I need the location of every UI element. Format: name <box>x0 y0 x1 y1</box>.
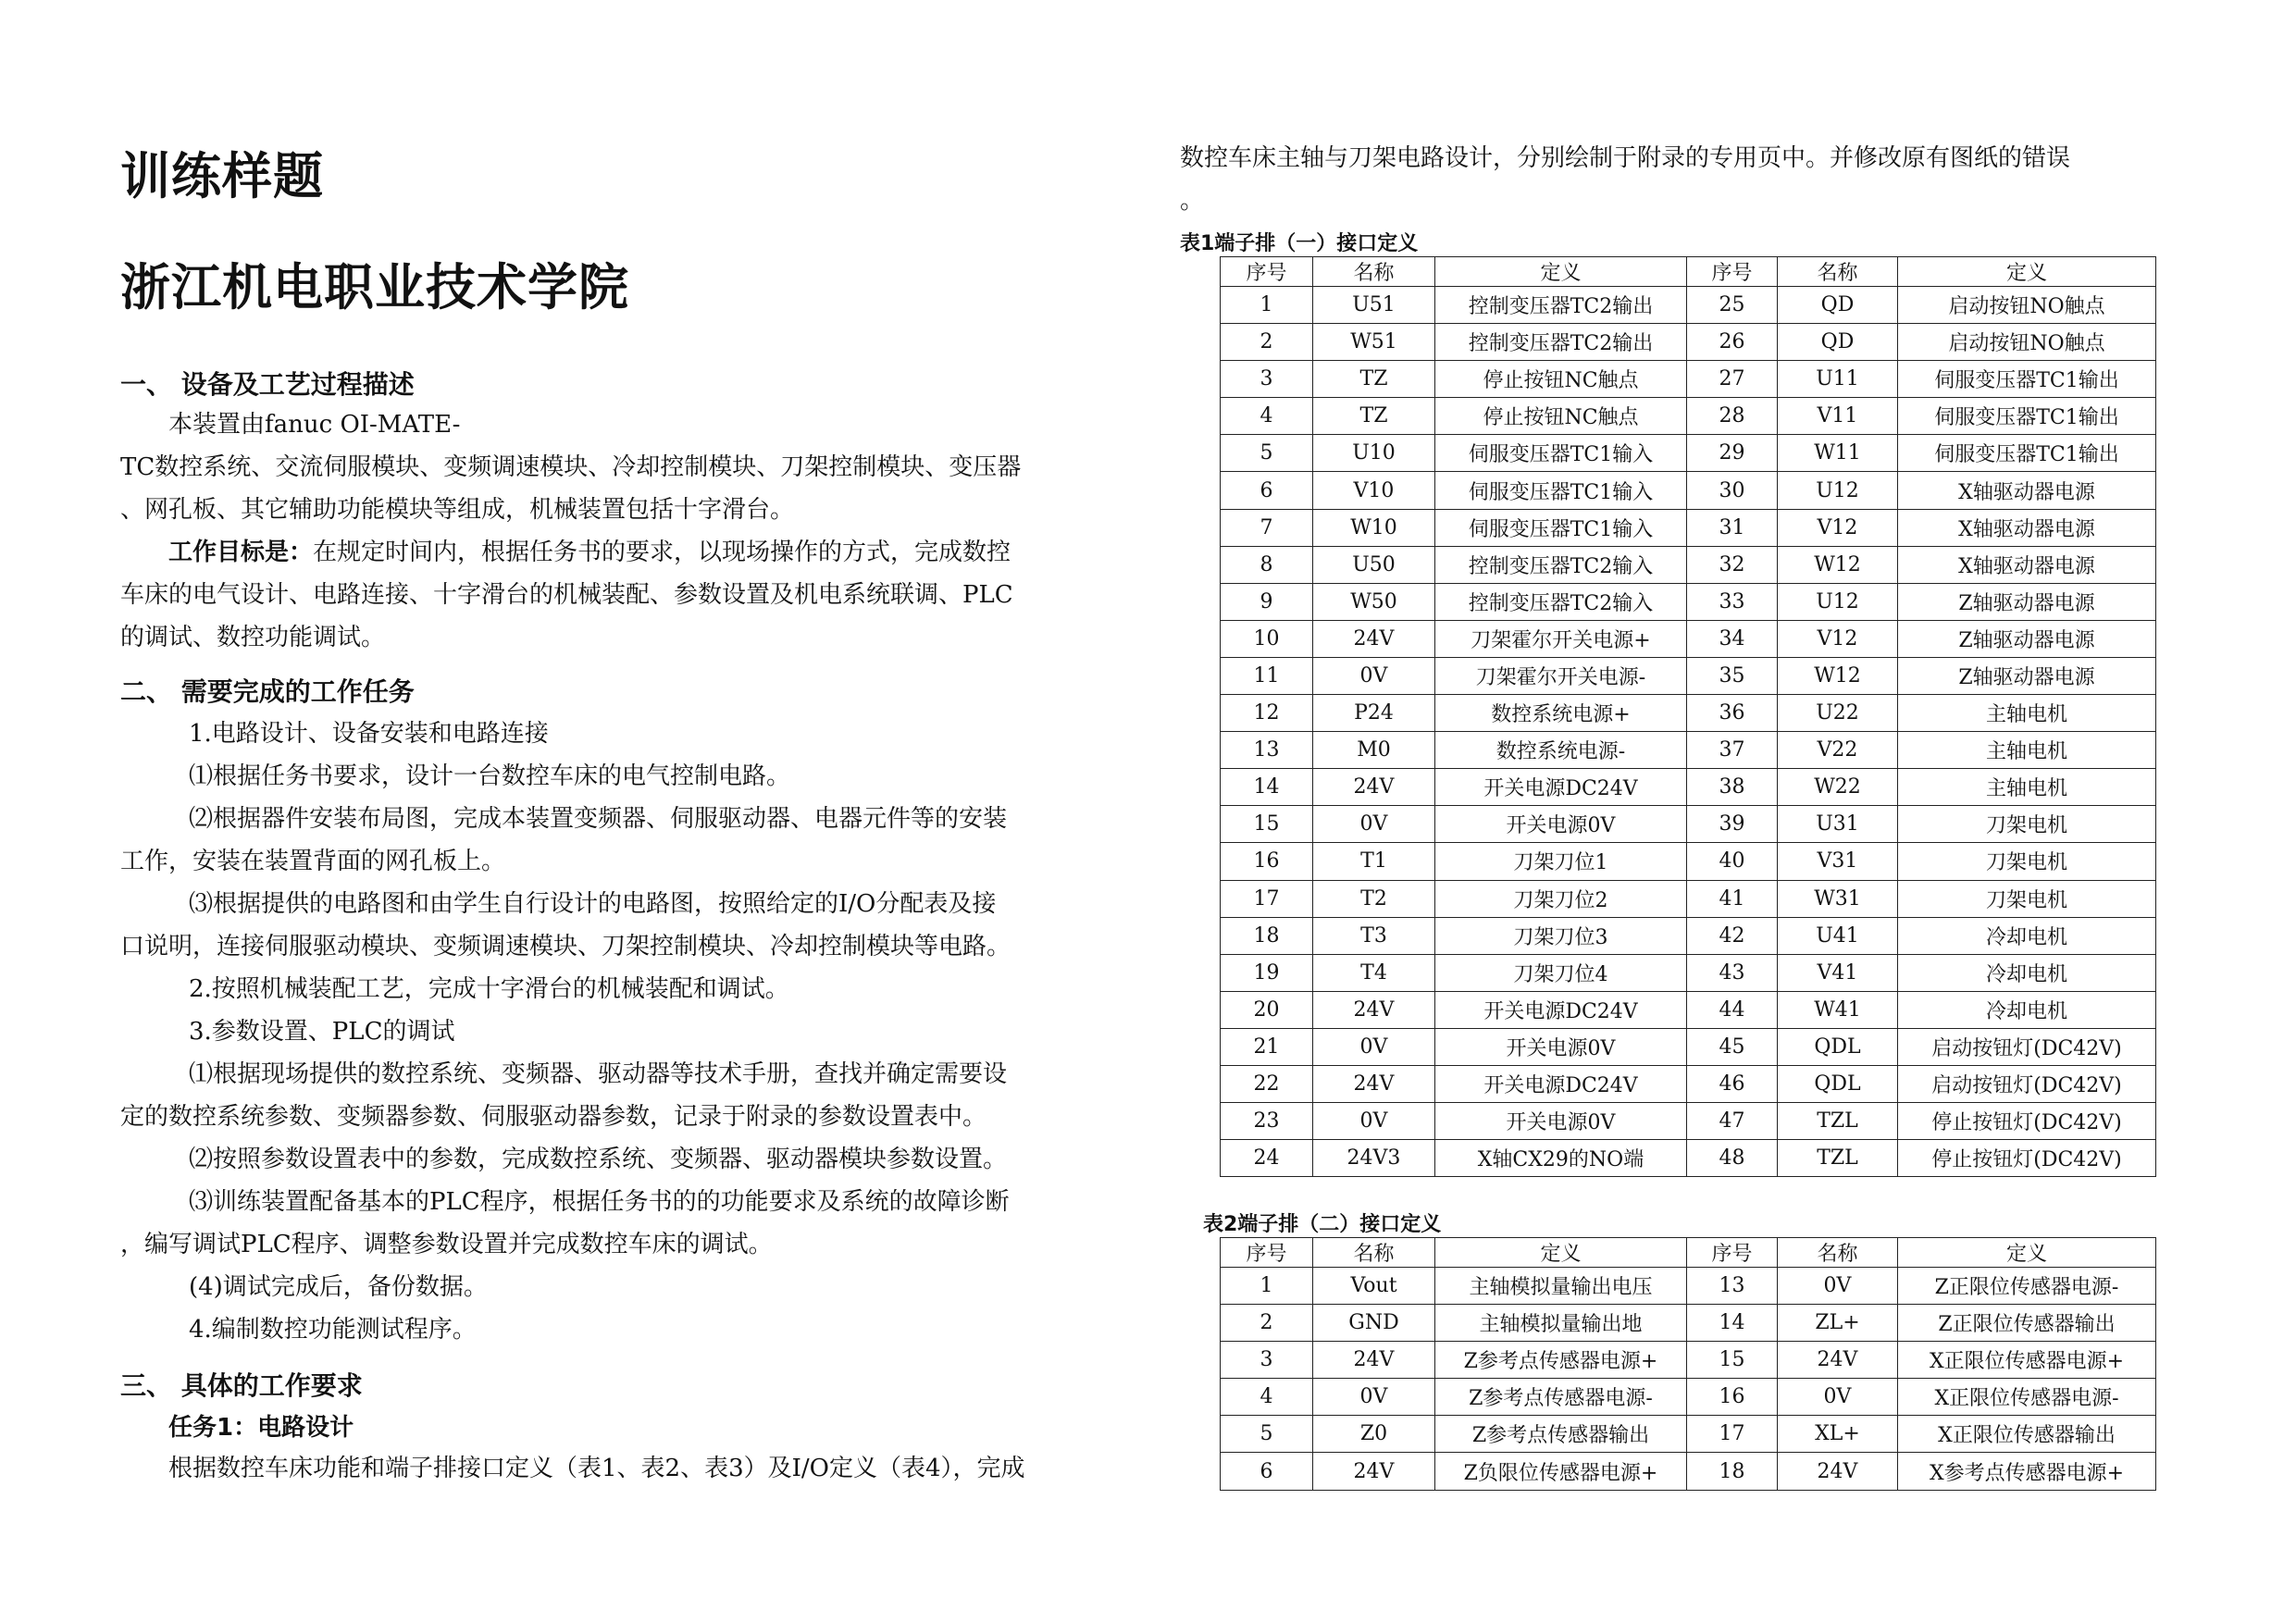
header-cell: 序号 <box>1221 1238 1313 1268</box>
table-cell: 数控系统电源- <box>1435 732 1687 769</box>
table-cell: 22 <box>1221 1065 1313 1102</box>
table-cell: 停止按钮NC触点 <box>1435 398 1687 435</box>
s3-line1: 根据数控车床功能和端子排接口定义（表1、表2、表3）及I/O定义（表4），完成 <box>168 1455 1025 1482</box>
s2-line5: ⑶根据提供的电路图和由学生自行设计的电路图，按照给定的I/O分配表及接 <box>189 890 997 918</box>
table-cell: 伺服变压器TC1输出 <box>1898 435 2156 472</box>
table-cell: 39 <box>1687 806 1778 843</box>
table-cell: T4 <box>1313 954 1435 991</box>
table1-caption: 表1端子排（一）接口定义 <box>1180 232 1419 255</box>
table-cell: 26 <box>1687 324 1778 361</box>
s1-p1-line2: TC数控系统、交流伺服模块、变频调速模块、冷却控制模块、刀架控制模块、变压器 <box>120 453 1022 481</box>
table-cell: 0V <box>1313 657 1435 694</box>
table-cell: 24V <box>1313 769 1435 806</box>
table-cell: 控制变压器TC2输出 <box>1435 324 1687 361</box>
table-cell: 5 <box>1221 435 1313 472</box>
table-cell: 启动按钮灯(DC42V) <box>1898 1065 2156 1102</box>
s2-line13: ，编写调试PLC程序、调整参数设置并完成数控车床的调试。 <box>120 1231 773 1258</box>
table-row <box>1221 657 2156 694</box>
table-header-row <box>1221 1238 2156 1268</box>
table-cell: W41 <box>1778 991 1898 1028</box>
s1-p1-line1: 本装置由fanuc OI-MATE- <box>168 411 461 439</box>
s2-line14: (4)调试完成后，备份数据。 <box>189 1273 488 1301</box>
header-cell: 序号 <box>1221 257 1313 287</box>
table-cell: 6 <box>1221 1453 1313 1490</box>
s2-line8: 3.参数设置、PLC的调试 <box>189 1018 455 1046</box>
table-cell: 启动按钮NO触点 <box>1898 324 2156 361</box>
table-cell: U12 <box>1778 472 1898 509</box>
table-cell: Z参考点传感器电源+ <box>1435 1342 1687 1379</box>
table-cell: 伺服变压器TC1输出 <box>1898 398 2156 435</box>
table-cell: 冷却电机 <box>1898 917 2156 954</box>
s2-line10: 定的数控系统参数、变频器参数、伺服驱动器参数，记录于附录的参数设置表中。 <box>120 1103 987 1131</box>
table-cell: 刀架刀位2 <box>1435 880 1687 917</box>
s2-line12: ⑶训练装置配备基本的PLC程序，根据任务书的的功能要求及系统的故障诊断 <box>189 1188 1010 1216</box>
table-cell: 35 <box>1687 657 1778 694</box>
header-cell: 名称 <box>1313 257 1435 287</box>
table-row <box>1221 1416 2156 1453</box>
table-cell: Vout <box>1313 1268 1435 1305</box>
s1-p2-line2: 车床的电气设计、电路连接、十字滑台的机械装配、参数设置及机电系统联调、PLC <box>120 581 1013 609</box>
table-cell: M0 <box>1313 732 1435 769</box>
table-cell: Z负限位传感器电源+ <box>1435 1453 1687 1490</box>
table-cell: X正限位传感器电源+ <box>1898 1342 2156 1379</box>
table-cell: 27 <box>1687 361 1778 398</box>
table-cell: 29 <box>1687 435 1778 472</box>
table-cell: 主轴模拟量输出地 <box>1435 1305 1687 1342</box>
table-cell: 主轴电机 <box>1898 769 2156 806</box>
table-cell: 刀架刀位3 <box>1435 917 1687 954</box>
table-cell: GND <box>1313 1305 1435 1342</box>
table-row <box>1221 880 2156 917</box>
table-row <box>1221 324 2156 361</box>
table-cell: 开关电源0V <box>1435 1103 1687 1140</box>
table-cell: 主轴模拟量输出电压 <box>1435 1268 1687 1305</box>
section-1-heading: 一、 设备及工艺过程描述 <box>120 369 415 400</box>
table-cell: XL+ <box>1778 1416 1898 1453</box>
table-cell: X轴驱动器电源 <box>1898 546 2156 583</box>
task1-heading: 任务1：电路设计 <box>168 1414 354 1442</box>
table-row <box>1221 472 2156 509</box>
section-3-heading: 三、 具体的工作要求 <box>120 1370 363 1401</box>
table-row <box>1221 509 2156 546</box>
table-cell: 刀架刀位1 <box>1435 843 1687 880</box>
table-cell: QDL <box>1778 1065 1898 1102</box>
table-cell: 启动按钮灯(DC42V) <box>1898 1028 2156 1065</box>
table-cell: 30 <box>1687 472 1778 509</box>
table-cell: Z轴驱动器电源 <box>1898 657 2156 694</box>
table-cell: Z轴驱动器电源 <box>1898 620 2156 657</box>
table-cell: 9 <box>1221 583 1313 620</box>
table-cell: X正限位传感器输出 <box>1898 1416 2156 1453</box>
table-row <box>1221 843 2156 880</box>
s1-p1-line3: 、网孔板、其它辅助功能模块等组成，机械装置包括十字滑台。 <box>120 496 795 524</box>
table-cell: V22 <box>1778 732 1898 769</box>
table-cell: X轴驱动器电源 <box>1898 472 2156 509</box>
table-cell: 3 <box>1221 1342 1313 1379</box>
table-cell: 24V <box>1313 1342 1435 1379</box>
table-cell: 41 <box>1687 880 1778 917</box>
table-row <box>1221 732 2156 769</box>
table-cell: U12 <box>1778 583 1898 620</box>
table-cell: V10 <box>1313 472 1435 509</box>
table-cell: X轴驱动器电源 <box>1898 509 2156 546</box>
table-cell: W51 <box>1313 324 1435 361</box>
table-cell: 18 <box>1687 1453 1778 1490</box>
table-cell: V11 <box>1778 398 1898 435</box>
s2-line4: 工作，安装在装置背面的网孔板上。 <box>120 848 506 875</box>
header-cell: 定义 <box>1435 1238 1687 1268</box>
table-row <box>1221 1103 2156 1140</box>
table-row <box>1221 398 2156 435</box>
table-cell: 31 <box>1687 509 1778 546</box>
table-cell: W11 <box>1778 435 1898 472</box>
table2-caption: 表2端子排（二）接口定义 <box>1203 1213 1442 1236</box>
table-cell: 刀架电机 <box>1898 843 2156 880</box>
table-cell: 16 <box>1221 843 1313 880</box>
table-cell: W50 <box>1313 583 1435 620</box>
table-cell: 刀架刀位4 <box>1435 954 1687 991</box>
s1-p2-line1 <box>168 531 1011 574</box>
table-cell: 1 <box>1221 287 1313 324</box>
table-cell: U50 <box>1313 546 1435 583</box>
table-cell: 停止按钮灯(DC42V) <box>1898 1140 2156 1177</box>
table-cell: T2 <box>1313 880 1435 917</box>
s2-line7: 2.按照机械装配工艺，完成十字滑台的机械装配和调试。 <box>189 975 789 1003</box>
table-row <box>1221 361 2156 398</box>
header-cell: 序号 <box>1687 1238 1778 1268</box>
table-cell: 16 <box>1687 1379 1778 1416</box>
table-cell: 开关电源0V <box>1435 806 1687 843</box>
header-cell: 名称 <box>1778 257 1898 287</box>
table-row <box>1221 1268 2156 1305</box>
table-cell: 24V <box>1778 1453 1898 1490</box>
table-cell: P24 <box>1313 695 1435 732</box>
header-cell: 名称 <box>1313 1238 1435 1268</box>
table-cell: W12 <box>1778 657 1898 694</box>
table-cell: 24V <box>1313 991 1435 1028</box>
title-college-name: 浙江机电职业技术学院 <box>120 258 629 316</box>
table-cell: T3 <box>1313 917 1435 954</box>
table-row <box>1221 917 2156 954</box>
table-cell: QD <box>1778 324 1898 361</box>
table-cell: 7 <box>1221 509 1313 546</box>
table-cell: 主轴电机 <box>1898 695 2156 732</box>
table-cell: 刀架霍尔开关电源+ <box>1435 620 1687 657</box>
table-row <box>1221 1028 2156 1065</box>
work-goal-text: 在规定时间内，根据任务书的要求，以现场操作的方式，完成数控 <box>313 539 1011 566</box>
header-cell: 序号 <box>1687 257 1778 287</box>
table-row <box>1221 1065 2156 1102</box>
table-cell: 14 <box>1687 1305 1778 1342</box>
table-cell: U41 <box>1778 917 1898 954</box>
table-cell: 刀架霍尔开关电源- <box>1435 657 1687 694</box>
table-cell: Z0 <box>1313 1416 1435 1453</box>
table-cell: 24V3 <box>1313 1140 1435 1177</box>
table-cell: 刀架电机 <box>1898 880 2156 917</box>
table-cell: 17 <box>1221 880 1313 917</box>
table-row <box>1221 620 2156 657</box>
table-cell: 0V <box>1313 1379 1435 1416</box>
table-cell: 17 <box>1687 1416 1778 1453</box>
table-cell: ZL+ <box>1778 1305 1898 1342</box>
table-cell: Z参考点传感器输出 <box>1435 1416 1687 1453</box>
table-cell: 25 <box>1687 287 1778 324</box>
table-cell: 0V <box>1313 806 1435 843</box>
work-goal-label: 工作目标是： <box>168 539 314 566</box>
table-cell: 20 <box>1221 991 1313 1028</box>
table-cell: V12 <box>1778 620 1898 657</box>
table-cell: 13 <box>1687 1268 1778 1305</box>
table-cell: X参考点传感器电源+ <box>1898 1453 2156 1490</box>
table-cell: V31 <box>1778 843 1898 880</box>
table-cell: QDL <box>1778 1028 1898 1065</box>
table-cell: 12 <box>1221 695 1313 732</box>
table-cell: 控制变压器TC2输出 <box>1435 287 1687 324</box>
terminal-table-2 <box>1220 1237 2156 1491</box>
table-cell: V41 <box>1778 954 1898 991</box>
table-cell: TZL <box>1778 1140 1898 1177</box>
table-cell: U31 <box>1778 806 1898 843</box>
table-cell: 数控系统电源+ <box>1435 695 1687 732</box>
table-cell: 42 <box>1687 917 1778 954</box>
table-row <box>1221 991 2156 1028</box>
table-row <box>1221 546 2156 583</box>
table-cell: TZ <box>1313 398 1435 435</box>
table-cell: 开关电源DC24V <box>1435 1065 1687 1102</box>
table-cell: 24V <box>1778 1342 1898 1379</box>
table-cell: Z轴驱动器电源 <box>1898 583 2156 620</box>
table-cell: 15 <box>1221 806 1313 843</box>
table-cell: 停止按钮NC触点 <box>1435 361 1687 398</box>
table-cell: 11 <box>1221 657 1313 694</box>
table-cell: T1 <box>1313 843 1435 880</box>
table-row <box>1221 695 2156 732</box>
s1-p2-line3: 的调试、数控功能调试。 <box>120 624 386 651</box>
table-cell: X轴CX29的NO端 <box>1435 1140 1687 1177</box>
table-cell: 46 <box>1687 1065 1778 1102</box>
table-cell: 冷却电机 <box>1898 991 2156 1028</box>
table-cell: 37 <box>1687 732 1778 769</box>
table-cell: 2 <box>1221 324 1313 361</box>
table-cell: 43 <box>1687 954 1778 991</box>
s2-line2: ⑴根据任务书要求，设计一台数控车床的电气控制电路。 <box>189 762 791 790</box>
right-cont-line1: 数控车床主轴与刀架电路设计，分别绘制于附录的专用页中。并修改原有图纸的错误 <box>1180 144 2071 172</box>
table-cell: 10 <box>1221 620 1313 657</box>
table-cell: 38 <box>1687 769 1778 806</box>
table-row <box>1221 1342 2156 1379</box>
table-cell: X正限位传感器电源- <box>1898 1379 2156 1416</box>
table-cell: 44 <box>1687 991 1778 1028</box>
table-cell: U11 <box>1778 361 1898 398</box>
table-cell: 23 <box>1221 1103 1313 1140</box>
table-cell: 18 <box>1221 917 1313 954</box>
header-cell: 定义 <box>1898 1238 2156 1268</box>
table-cell: 34 <box>1687 620 1778 657</box>
table-row <box>1221 806 2156 843</box>
header-cell: 名称 <box>1778 1238 1898 1268</box>
table-cell: W22 <box>1778 769 1898 806</box>
table-cell: 21 <box>1221 1028 1313 1065</box>
s2-line15: 4.编制数控功能测试程序。 <box>189 1316 477 1344</box>
table-row <box>1221 1379 2156 1416</box>
table-cell: 冷却电机 <box>1898 954 2156 991</box>
s2-line1: 1.电路设计、设备安装和电路连接 <box>189 720 549 748</box>
table-cell: TZ <box>1313 361 1435 398</box>
table-cell: W10 <box>1313 509 1435 546</box>
table-cell: 伺服变压器TC1输入 <box>1435 435 1687 472</box>
table-cell: 8 <box>1221 546 1313 583</box>
table-cell: 启动按钮NO触点 <box>1898 287 2156 324</box>
table-cell: 0V <box>1313 1103 1435 1140</box>
table-cell: 停止按钮灯(DC42V) <box>1898 1103 2156 1140</box>
s2-line9: ⑴根据现场提供的数控系统、变频器、驱动器等技术手册，查找并确定需要设 <box>189 1060 1008 1088</box>
table-cell: 36 <box>1687 695 1778 732</box>
table-cell: 24V <box>1313 1453 1435 1490</box>
table-cell: Z参考点传感器电源- <box>1435 1379 1687 1416</box>
title-training-sample: 训练样题 <box>120 147 324 205</box>
s2-line11: ⑵按照参数设置表中的参数，完成数控系统、变频器、驱动器模块参数设置。 <box>189 1146 1008 1173</box>
table-cell: Z正限位传感器输出 <box>1898 1305 2156 1342</box>
table-cell: 开关电源0V <box>1435 1028 1687 1065</box>
terminal-table-1 <box>1220 256 2156 1177</box>
table-row <box>1221 287 2156 324</box>
table-row <box>1221 954 2156 991</box>
table-cell: 伺服变压器TC1输出 <box>1898 361 2156 398</box>
table-cell: 伺服变压器TC1输入 <box>1435 472 1687 509</box>
table-header-row <box>1221 257 2156 287</box>
table-row <box>1221 769 2156 806</box>
table-cell: 4 <box>1221 1379 1313 1416</box>
header-cell: 定义 <box>1898 257 2156 287</box>
table-cell: U51 <box>1313 287 1435 324</box>
table-cell: W12 <box>1778 546 1898 583</box>
table-row <box>1221 1453 2156 1490</box>
table-cell: 28 <box>1687 398 1778 435</box>
table-cell: 开关电源DC24V <box>1435 991 1687 1028</box>
table-cell: 伺服变压器TC1输入 <box>1435 509 1687 546</box>
table-cell: 24V <box>1313 620 1435 657</box>
s2-line3: ⑵根据器件安装布局图，完成本装置变频器、伺服驱动器、电器元件等的安装 <box>189 805 1008 833</box>
table-cell: 2 <box>1221 1305 1313 1342</box>
table-cell: 48 <box>1687 1140 1778 1177</box>
table-cell: 40 <box>1687 843 1778 880</box>
s2-line6: 口说明，连接伺服驱动模块、变频调速模块、刀架控制模块、冷却控制模块等电路。 <box>120 933 1011 960</box>
table-cell: 47 <box>1687 1103 1778 1140</box>
table-cell: U10 <box>1313 435 1435 472</box>
table-row <box>1221 435 2156 472</box>
table-row <box>1221 583 2156 620</box>
table-cell: 45 <box>1687 1028 1778 1065</box>
right-cont-line2: 。 <box>1180 187 1205 215</box>
table-row <box>1221 1140 2156 1177</box>
table-cell: 控制变压器TC2输入 <box>1435 583 1687 620</box>
table-cell: 1 <box>1221 1268 1313 1305</box>
header-cell: 定义 <box>1435 257 1687 287</box>
table-cell: 开关电源DC24V <box>1435 769 1687 806</box>
table-cell: 刀架电机 <box>1898 806 2156 843</box>
table-cell: 3 <box>1221 361 1313 398</box>
table-cell: 0V <box>1778 1379 1898 1416</box>
table-cell: 14 <box>1221 769 1313 806</box>
table-cell: 6 <box>1221 472 1313 509</box>
table-cell: 32 <box>1687 546 1778 583</box>
table-cell: 33 <box>1687 583 1778 620</box>
table-cell: 5 <box>1221 1416 1313 1453</box>
table-cell: U22 <box>1778 695 1898 732</box>
table-cell: 24V <box>1313 1065 1435 1102</box>
table-cell: 19 <box>1221 954 1313 991</box>
table-row <box>1221 1305 2156 1342</box>
table-cell: 0V <box>1778 1268 1898 1305</box>
table-cell: QD <box>1778 287 1898 324</box>
table-cell: 15 <box>1687 1342 1778 1379</box>
section-2-heading: 二、 需要完成的工作任务 <box>120 676 415 707</box>
table-cell: 13 <box>1221 732 1313 769</box>
table-cell: 4 <box>1221 398 1313 435</box>
table-cell: TZL <box>1778 1103 1898 1140</box>
table-cell: W31 <box>1778 880 1898 917</box>
table-cell: 主轴电机 <box>1898 732 2156 769</box>
table-cell: Z正限位传感器电源- <box>1898 1268 2156 1305</box>
table-cell: 0V <box>1313 1028 1435 1065</box>
table-cell: 24 <box>1221 1140 1313 1177</box>
table-cell: V12 <box>1778 509 1898 546</box>
table-cell: 控制变压器TC2输入 <box>1435 546 1687 583</box>
